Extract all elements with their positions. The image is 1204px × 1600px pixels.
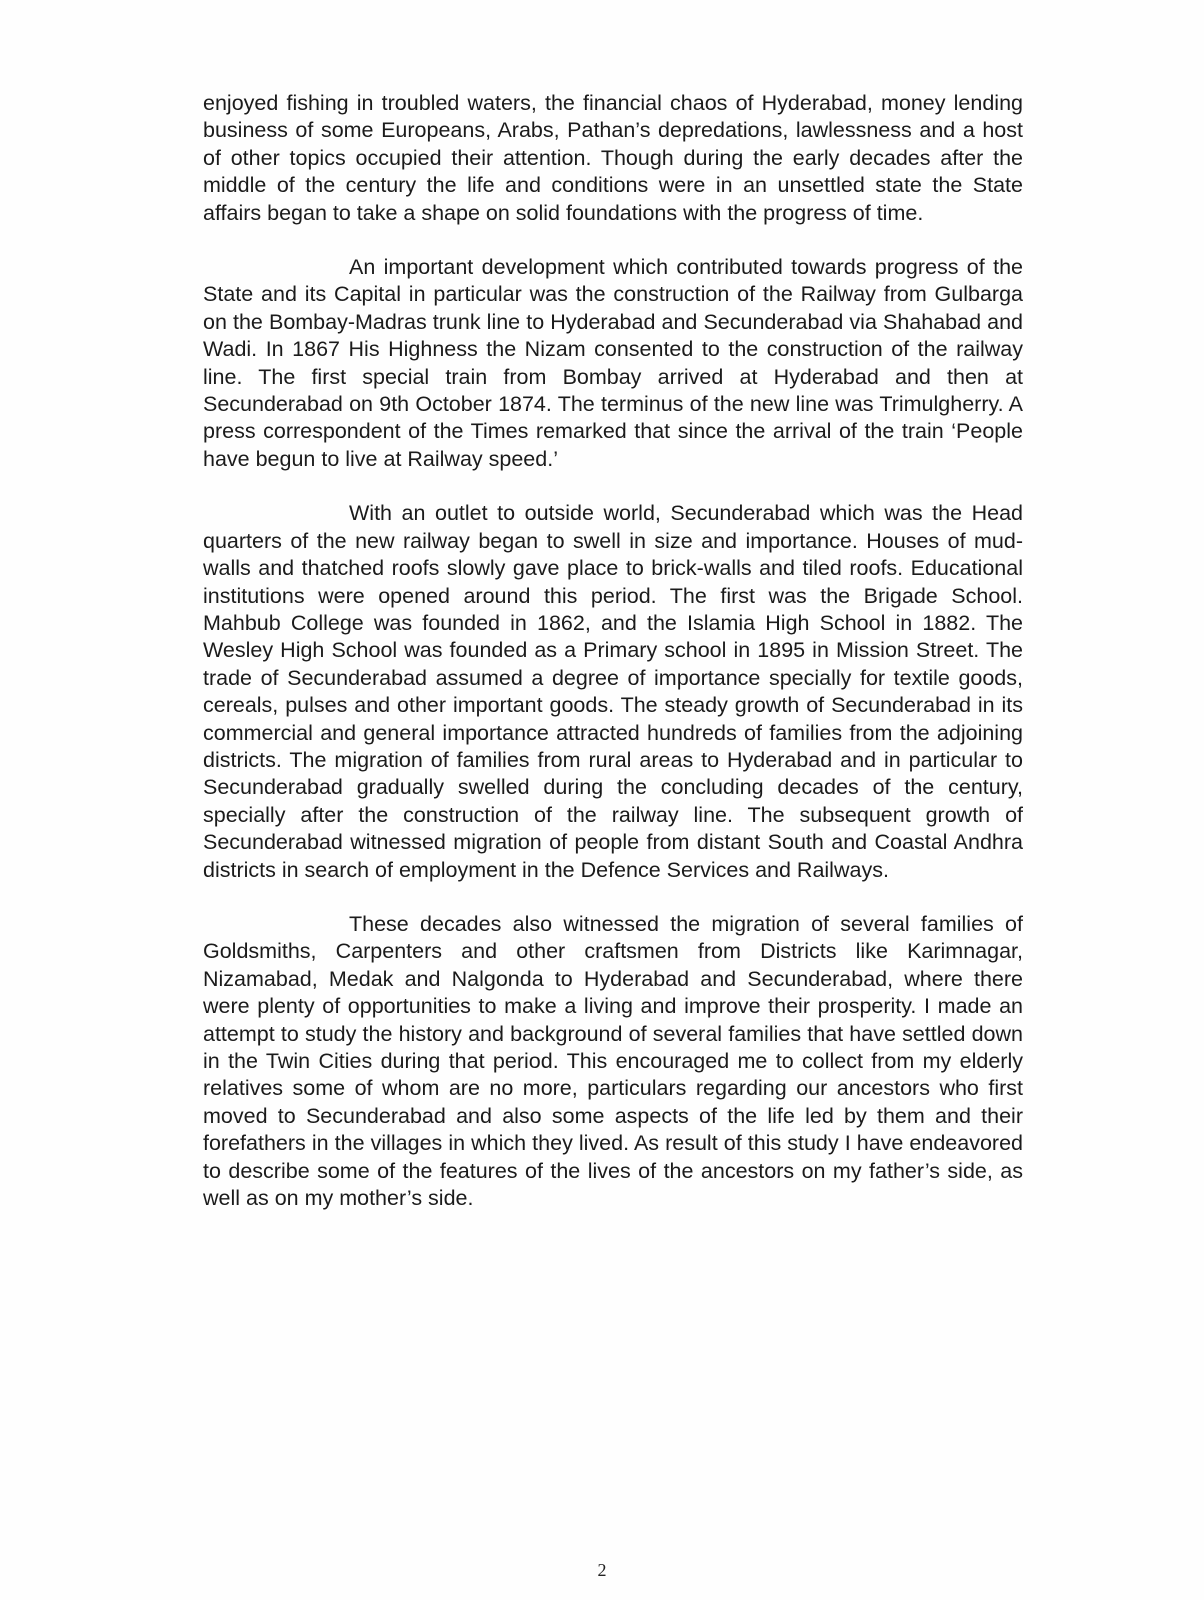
paragraph-4: These decades also witnessed the migration of several families of Goldsmiths, Carpenters and other craftsmen from Districts like Karimnagar, Nizamabad, Medak and Nalgonda to Hyderabad and Secunderabad, where there were plenty of opportunities to make a living and improve their prosperity. I made an attempt to study the history and background of several families that have settled down in the Twin Cities during that period. This encouraged me to collect from my elderly relatives some of whom are no more, particulars regarding our ancestors who first moved to Secunderabad and also some aspects of the life led by them and their forefathers in the villages in which they lived. As result of this study I have endeavored to describe some of the features of the lives of the ancestors on my father’s side, as well as on my mother’s side. (203, 911, 1023, 1211)
paragraph-1: enjoyed fishing in troubled waters, the financial chaos of Hyderabad, money lending business of some Europeans, Arabs, Pathan’s depredations, lawlessness and a host of other topics occupied their attention. Though during the early decades after the middle of the century the life and conditions were in an unsettled state the State affairs began to take a shape on solid foundations with the progress of time. (203, 91, 1023, 225)
page-number: 2 (597, 1560, 607, 1580)
paragraph-2: An important development which contributed towards progress of the State and its Capital in particular was the construction of the Railway from Gulbarga on the Bombay-Madras trunk line to Hyderabad and Secunderabad via Shahabad and Wadi. In 1867 His Highness the Nizam consented to the construction of the railway line. The first special train from Bombay arrived at Hyderabad and then at Secunderabad on 9th October 1874. The terminus of the new line was Trimulgherry. A press correspondent of the Times remarked that since the arrival of the train ‘People have begun to live at Railway speed.’ (203, 255, 1023, 471)
paragraph-3: With an outlet to outside world, Secunderabad which was the Head quarters of the new railway began to swell in size and importance. Houses of mud-walls and thatched roofs slowly gave place to brick-walls and tiled roofs. Educational institutions were opened around this period. The first was the Brigade School. Mahbub College was founded in 1862, and the Islamia High School in 1882. The Wesley High School was founded as a Primary school in 1895 in Mission Street. The trade of Secunderabad assumed a degree of importance specially for textile goods, cereals, pulses and other important goods. The steady growth of Secunderabad in its commercial and general importance attracted hundreds of families from the adjoining districts. The migration of families from rural areas to Hyderabad and in particular to Secunderabad gradually swelled during the concluding decades of the century, specially after the construction of the railway line. The subsequent growth of Secunderabad witnessed migration of people from distant South and Coastal Andhra districts in search of employment in the Defence Services and Railways. (203, 501, 1023, 882)
body-text (203, 90, 1023, 1212)
